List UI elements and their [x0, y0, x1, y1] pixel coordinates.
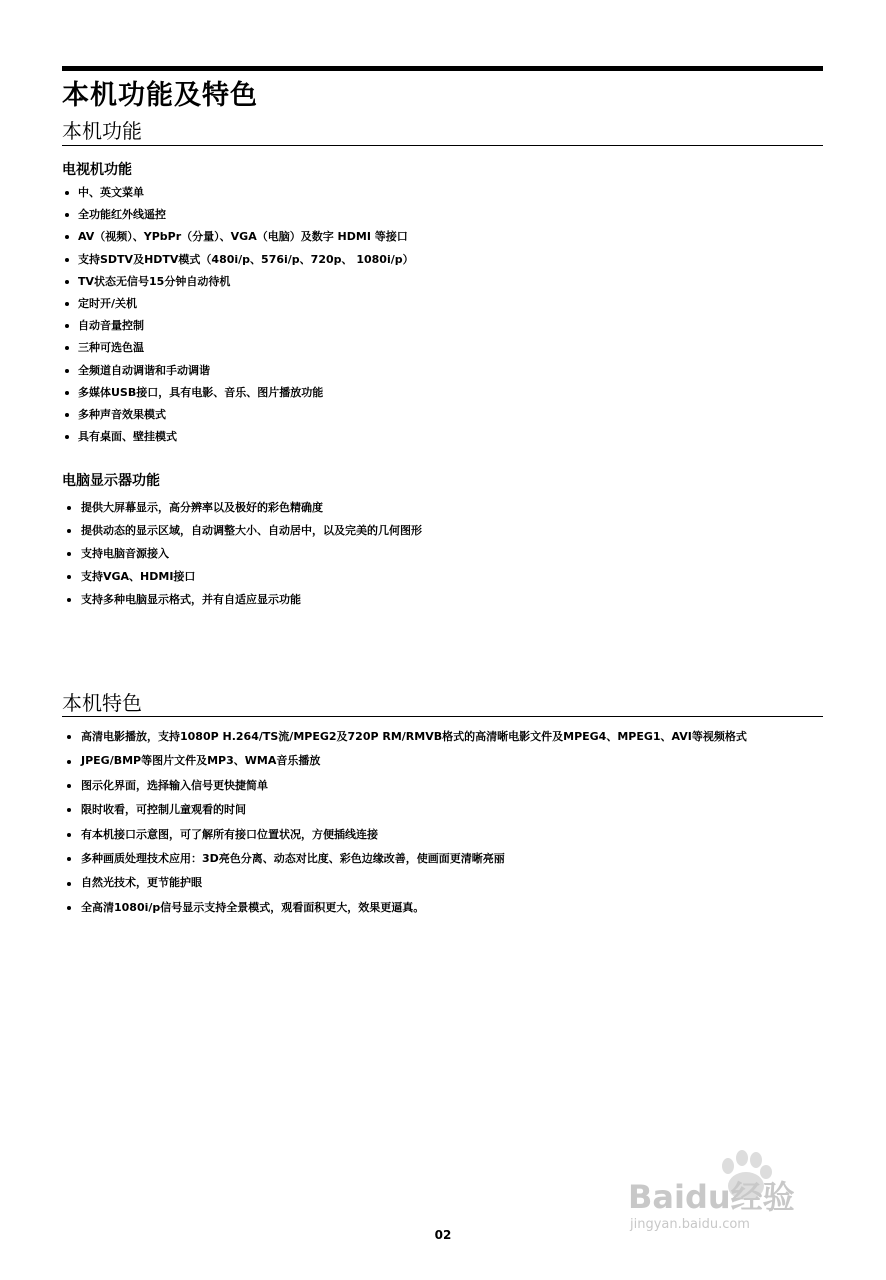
page-title: 本机功能及特色 — [62, 80, 258, 111]
list-item: 支持多种电脑显示格式，并有自适应显示功能 — [62, 588, 422, 611]
list-item: 全高清1080i/p信号显示支持全景模式，观看面积更大，效果更逼真。 — [62, 896, 747, 920]
watermark-brand: Baidu经验 — [628, 1178, 795, 1216]
list-item: 限时收看，可控制儿童观看的时间 — [62, 798, 747, 822]
features-list — [62, 725, 747, 920]
watermark-url: jingyan.baidu.com — [630, 1217, 750, 1232]
list-item: 支持电脑音源接入 — [62, 542, 422, 565]
list-item: AV（视频）、YPbPr（分量）、VGA（电脑）及数字 HDMI 等接口 — [62, 226, 414, 248]
pc-functions-list — [62, 496, 422, 611]
section-title-functions: 本机功能 — [62, 119, 142, 143]
section-rule-functions — [62, 145, 823, 146]
tv-functions-list — [62, 182, 414, 448]
list-item: 全频道自动调谐和手动调谐 — [62, 360, 414, 382]
list-item: 提供动态的显示区域，自动调整大小、自动居中，以及完美的几何图形 — [62, 519, 422, 542]
tv-functions-heading: 电视机功能 — [62, 162, 132, 178]
section-title-features: 本机特色 — [62, 691, 142, 715]
list-item: 支持SDTV及HDTV模式（480i/p、576i/p、720p、 1080i/p） — [62, 249, 414, 271]
list-item: 图示化界面，选择输入信号更快捷简单 — [62, 774, 747, 798]
section-rule-features — [62, 716, 823, 717]
baidu-jingyan-watermark — [624, 1146, 824, 1236]
list-item: 提供大屏幕显示，高分辨率以及极好的彩色精确度 — [62, 496, 422, 519]
list-item: JPEG/BMP等图片文件及MP3、WMA音乐播放 — [62, 749, 747, 773]
list-item: 三种可选色温 — [62, 337, 414, 359]
list-item: 支持VGA、HDMI接口 — [62, 565, 422, 588]
list-item: 高清电影播放，支持1080P H.264/TS流/MPEG2及720P RM/RMVB格式的高清晰电影文件及MPEG4、MPEG1、AVI等视频格式 — [62, 725, 747, 749]
list-item: 多媒体USB接口，具有电影、音乐、图片播放功能 — [62, 382, 414, 404]
list-item: 多种画质处理技术应用：3D亮色分离、动态对比度、彩色边缘改善，使画面更清晰亮丽 — [62, 847, 747, 871]
list-item: 多种声音效果模式 — [62, 404, 414, 426]
list-item: 全功能红外线遥控 — [62, 204, 414, 226]
page-number: 02 — [434, 1228, 452, 1242]
list-item: 具有桌面、壁挂模式 — [62, 426, 414, 448]
list-item: 定时开/关机 — [62, 293, 414, 315]
pc-functions-heading: 电脑显示器功能 — [62, 473, 160, 489]
list-item: 有本机接口示意图，可了解所有接口位置状况，方便插线连接 — [62, 823, 747, 847]
list-item: TV状态无信号15分钟自动待机 — [62, 271, 414, 293]
list-item: 中、英文菜单 — [62, 182, 414, 204]
list-item: 自动音量控制 — [62, 315, 414, 337]
list-item: 自然光技术，更节能护眼 — [62, 871, 747, 895]
top-rule — [62, 66, 823, 71]
